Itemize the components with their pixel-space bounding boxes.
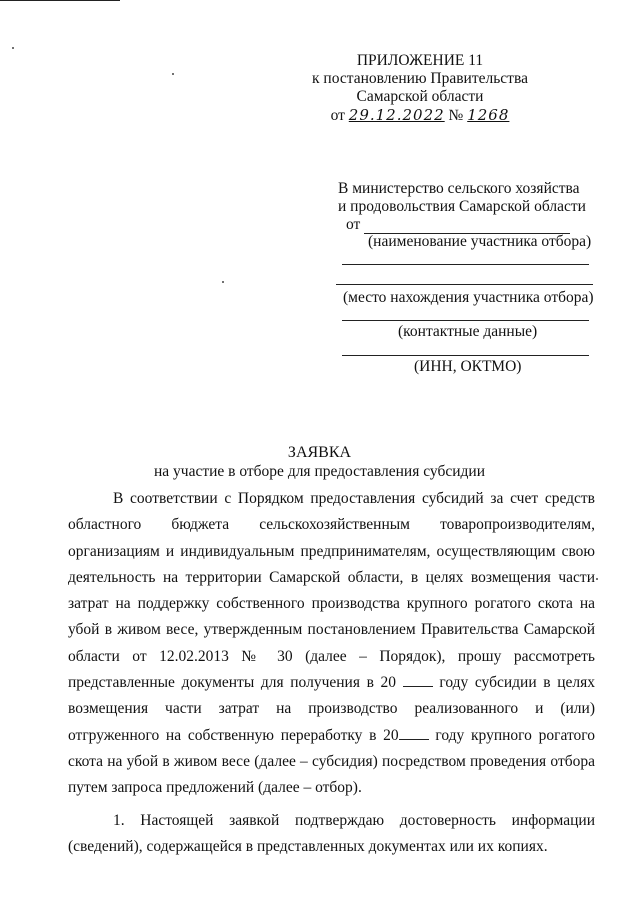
- blank-line: [342, 320, 589, 321]
- year-blank: [403, 674, 433, 687]
- scan-speck: [222, 281, 224, 283]
- heading-subtitle: на участие в отборе для предоставления субсидии: [153, 463, 485, 480]
- paragraph-2: 1. Настоящей заявкой подтверждаю достоверность информации (сведений), содержащейся в представленных документах или их копиях.: [68, 811, 595, 855]
- addressee-line2: и продовольствия Самарской области: [338, 198, 586, 215]
- caption-participant-location: (место нахождения участника отбора): [343, 289, 594, 306]
- addressee-block: [338, 180, 598, 234]
- from-blank: [364, 219, 570, 234]
- scan-speck: [172, 73, 174, 75]
- caption-inn-oktmo: (ИНН, ОКТМО): [414, 358, 522, 375]
- annex-title: ПРИЛОЖЕНИЕ 11: [356, 52, 484, 69]
- blank-line: [342, 355, 589, 356]
- heading-title: ЗАЯВКА: [287, 444, 352, 461]
- paragraph-1: В соответствии с Порядком предоставления субсидий за счет средств областного бюджета сельскохозяйственным товаропроизводителям, организациям и индивидуальным предпринимателям, осуществляющим свою деятельность на территории Самарской области, в целях возмещения части затрат на поддержку собственного производства крупного рогатого скота на убой в живом весе, утвержденным постановлением Правительства Самарской области от 12.02.2013 № 30 (далее – Порядок), прошу рассмотреть представленные документы для получения в 20 году субсидии в целях возмещения части затрат на производство реализованного и (или) отгруженного на собственную переработку в 20 году крупного рогатого скота на убой в живом весе (далее – субсидия) посредством проведения отбора путем запроса предложений (далее – отбор).: [68, 490, 596, 797]
- blank-line: [336, 284, 593, 285]
- annex-date-line: от 29.12.2022 № 1268: [330, 106, 510, 124]
- caption-contact-data: (контактные данные): [398, 323, 538, 340]
- scan-speck: [12, 47, 14, 49]
- annex-line1: к постановлению Правительства: [312, 70, 528, 87]
- annex-date: 29.12.2022: [348, 106, 445, 124]
- caption-participant-name: (наименование участника отбора): [368, 233, 592, 250]
- annex-number: 1268: [467, 106, 510, 124]
- scan-speck: [596, 578, 598, 580]
- annex-line2: Самарской области: [356, 88, 484, 105]
- annex-block: [300, 52, 540, 125]
- year-blank: [399, 727, 429, 740]
- addressee-from: от: [338, 216, 598, 234]
- top-edge-line: [0, 0, 120, 1]
- body-text: [68, 486, 595, 860]
- addressee-line1: В министерство сельского хозяйства: [338, 180, 580, 197]
- document-heading: [0, 443, 639, 481]
- blank-line: [342, 264, 589, 265]
